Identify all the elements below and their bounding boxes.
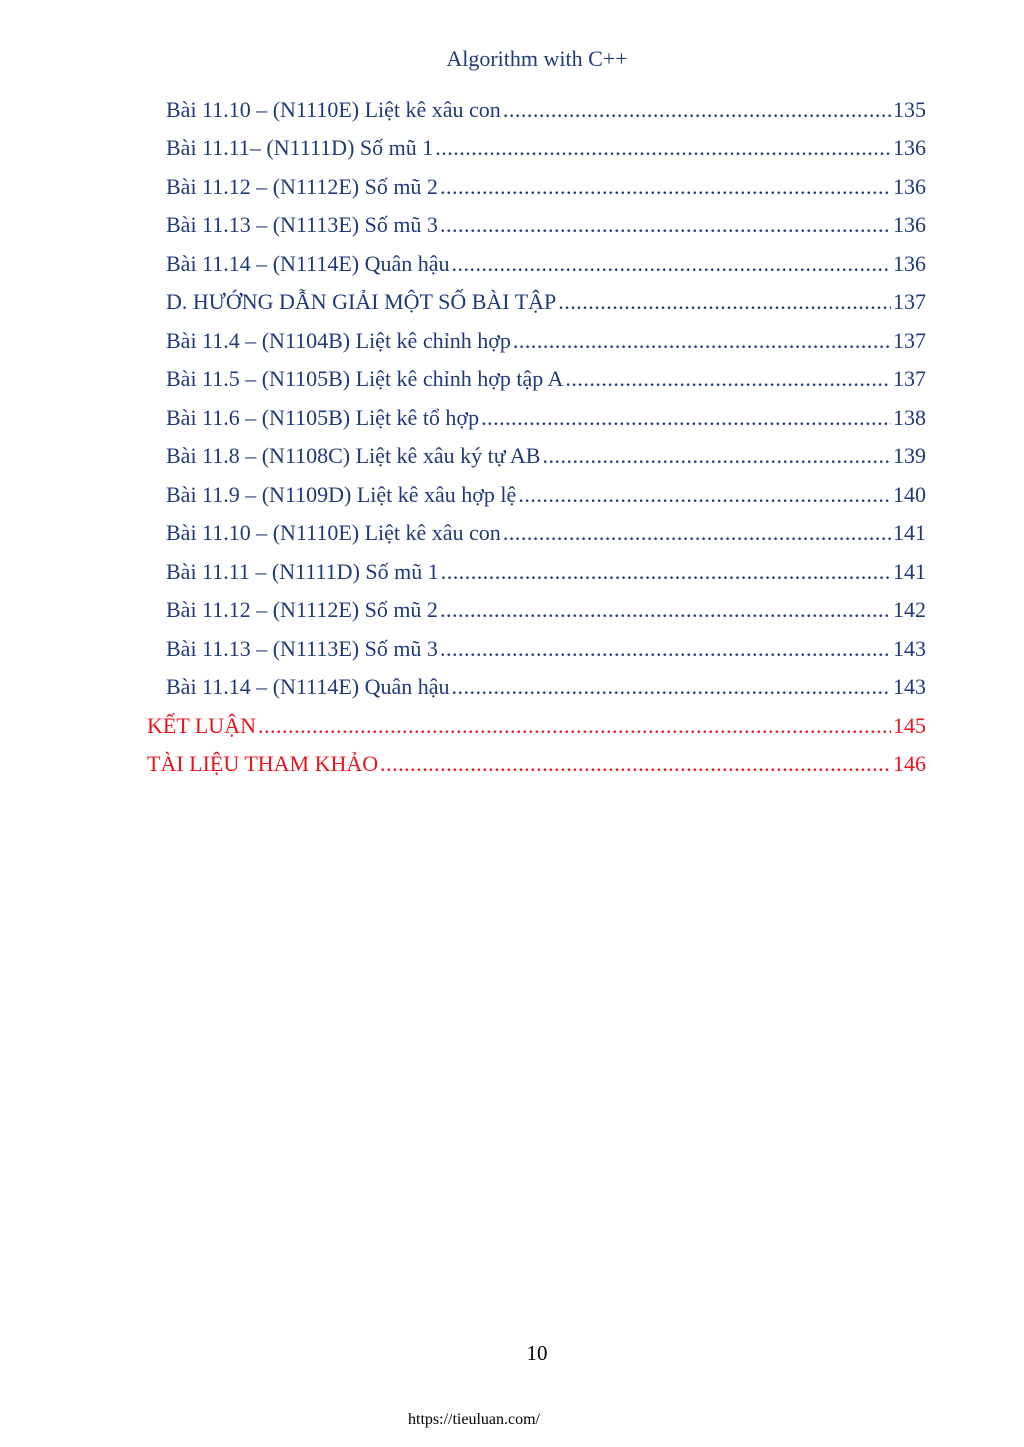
- toc-entry-page: 136: [893, 135, 926, 160]
- toc-leader-dots: [258, 710, 891, 742]
- page-number: 10: [526, 1341, 548, 1365]
- toc-entry-page: 141: [893, 520, 926, 545]
- toc-entry-title: Bài 11.12 – (N1112E) Số mũ 2: [166, 597, 438, 622]
- toc-entry-page: 145: [893, 713, 926, 738]
- toc-leader-dots: [452, 671, 892, 703]
- toc-entry[interactable]: [166, 517, 926, 549]
- toc-entry[interactable]: [166, 594, 926, 626]
- toc-entry-title: Bài 11.13 – (N1113E) Số mũ 3: [166, 212, 438, 237]
- toc-entry-title: Bài 11.5 – (N1105B) Liệt kê chỉnh hợp tập A: [166, 366, 564, 391]
- toc-entry-title: Bài 11.10 – (N1110E) Liệt kê xâu con: [166, 520, 501, 545]
- toc-entry[interactable]: [166, 671, 926, 703]
- toc-leader-dots: [380, 748, 891, 780]
- toc-entry-page: 139: [893, 443, 926, 468]
- toc-leader-dots: [558, 286, 891, 318]
- toc-entry-page: 143: [893, 636, 926, 661]
- toc-entry[interactable]: [166, 402, 926, 434]
- toc-entry[interactable]: [166, 94, 926, 126]
- toc-entry[interactable]: [166, 209, 926, 241]
- toc-entry-page: 135: [893, 97, 926, 122]
- toc-leader-dots: [513, 325, 891, 357]
- toc-leader-dots: [440, 594, 891, 626]
- toc-entry[interactable]: [166, 633, 926, 665]
- toc-leader-dots: [452, 248, 892, 280]
- header-title: Algorithm with C++: [446, 46, 628, 71]
- toc-leader-dots: [518, 479, 891, 511]
- toc-entry-page: 142: [893, 597, 926, 622]
- toc-entry-page: 146: [893, 751, 926, 776]
- toc-leader-dots: [441, 556, 891, 588]
- toc-entry-title: Bài 11.8 – (N1108C) Liệt kê xâu ký tự AB: [166, 443, 541, 468]
- toc-entry-page: 138: [893, 405, 926, 430]
- toc-entry[interactable]: [166, 325, 926, 357]
- toc-entry[interactable]: [166, 286, 926, 318]
- toc-entry-page: 143: [893, 674, 926, 699]
- toc-entry-page: 137: [893, 289, 926, 314]
- toc-entry[interactable]: [166, 248, 926, 280]
- toc-entry-title: KẾT LUẬN: [147, 713, 256, 738]
- toc-entry-title: Bài 11.4 – (N1104B) Liệt kê chỉnh hợp: [166, 328, 511, 353]
- toc-entry[interactable]: [166, 171, 926, 203]
- toc-leader-dots: [503, 517, 891, 549]
- toc-entry-page: 137: [893, 328, 926, 353]
- toc-leader-dots: [565, 363, 891, 395]
- toc-entry-title: Bài 11.11 – (N1111D) Số mũ 1: [166, 559, 439, 584]
- toc-entry-title: Bài 11.6 – (N1105B) Liệt kê tổ hợp: [166, 405, 480, 430]
- toc-entry-title: Bài 11.9 – (N1109D) Liệt kê xâu hợp lệ: [166, 482, 517, 507]
- toc-entry-page: 136: [893, 212, 926, 237]
- toc-leader-dots: [440, 209, 891, 241]
- toc-entry-title: D. HƯỚNG DẪN GIẢI MỘT SỐ BÀI TẬP: [166, 289, 557, 314]
- toc-leader-dots: [481, 402, 891, 434]
- toc-leader-dots: [503, 94, 891, 126]
- toc-entry-page: 137: [893, 366, 926, 391]
- toc-entry-title: Bài 11.13 – (N1113E) Số mũ 3: [166, 636, 438, 661]
- toc-entry-title: Bài 11.12 – (N1112E) Số mũ 2: [166, 174, 438, 199]
- toc-entry-page: 141: [893, 559, 926, 584]
- toc-leader-dots: [440, 633, 891, 665]
- toc-entry-chapter[interactable]: [147, 710, 926, 742]
- toc-entry[interactable]: [166, 556, 926, 588]
- footer-url[interactable]: https://tieuluan.com/: [408, 1411, 540, 1428]
- toc-leader-dots: [435, 132, 891, 164]
- toc-entry-chapter[interactable]: [147, 748, 926, 780]
- toc-entry[interactable]: [166, 479, 926, 511]
- toc-leader-dots: [440, 171, 891, 203]
- toc-entry-page: 136: [893, 174, 926, 199]
- toc-entry-page: 140: [893, 482, 926, 507]
- toc-entry-title: Bài 11.10 – (N1110E) Liệt kê xâu con: [166, 97, 501, 122]
- running-header: [0, 46, 1024, 72]
- toc-entry[interactable]: [166, 440, 926, 472]
- toc-leader-dots: [542, 440, 891, 472]
- toc-entry[interactable]: [166, 132, 926, 164]
- toc-entry-page: 136: [893, 251, 926, 276]
- toc-entry-title: Bài 11.14 – (N1114E) Quân hậu: [166, 674, 450, 699]
- toc-entry-title: TÀI LIỆU THAM KHẢO: [147, 751, 379, 776]
- toc-entry[interactable]: [166, 363, 926, 395]
- toc-entry-title: Bài 11.11– (N1111D) Số mũ 1: [166, 135, 434, 160]
- toc-entry-title: Bài 11.14 – (N1114E) Quân hậu: [166, 251, 450, 276]
